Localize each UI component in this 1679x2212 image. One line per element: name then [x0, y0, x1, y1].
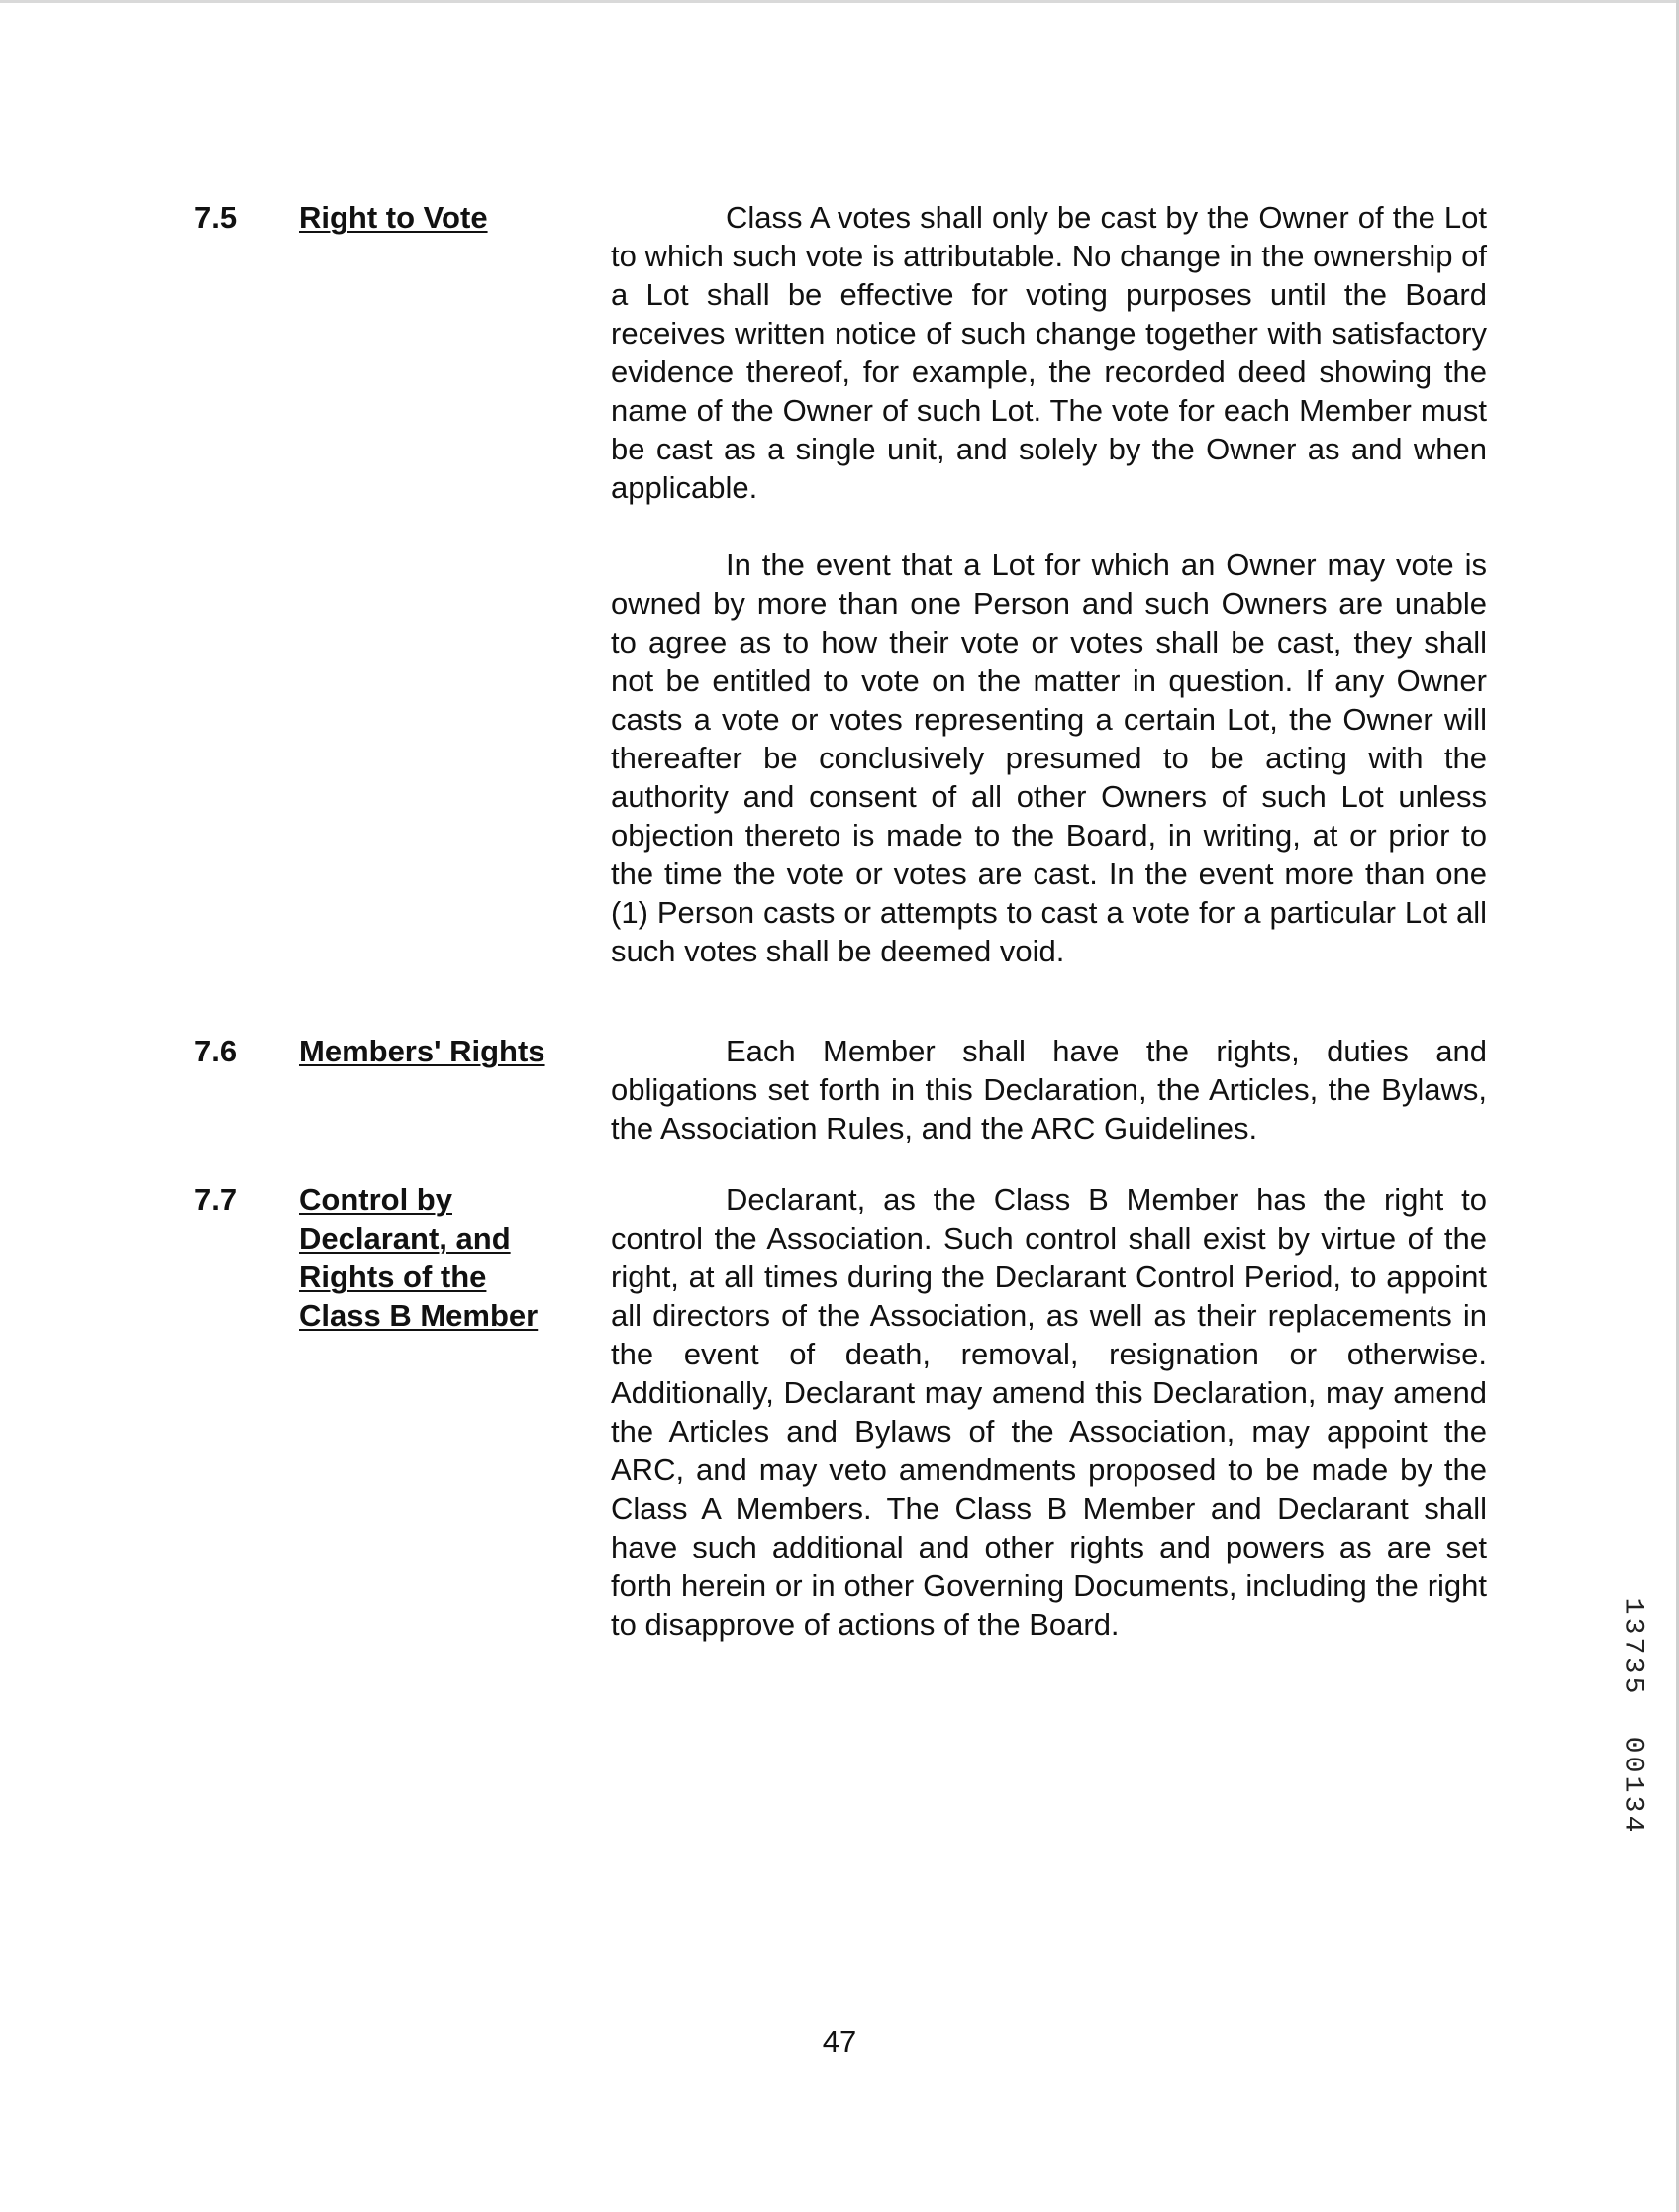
paragraph: Declarant, as the Class B Member has the right to control the Association. Such control shall exist by virtue of the right, at all times during the Declarant Control Period, to appoint all directors of the Association, as well as their replacements in the event of death, removal, resignation or otherwise. Additionally, Declarant may amend this Declaration, may amend the Articles and Bylaws of the Association, may appoint the ARC, and may veto amendments proposed to be made by the Class A Members. The Class B Member and Declarant shall have such additional and other rights and powers as are set forth herein or in other Governing Documents, including the right to disapprove of actions of the Board.	[611, 1182, 1487, 1642]
paragraph: Class A votes shall only be cast by the Owner of the Lot to which such vote is attributable. No change in the ownership of a Lot shall be effective for voting purposes until the Board receives written notice of such change together with satisfactory evidence thereof, for example, the recorded deed showing the name of the Owner of such Lot. The vote for each Member must be cast as a single unit, and solely by the Owner as and when applicable.	[611, 200, 1487, 505]
stamp-digit: 3	[1617, 1795, 1647, 1813]
section-heading	[299, 1180, 586, 1335]
section-body	[611, 198, 1487, 970]
stamp-digit: 4	[1617, 1815, 1647, 1833]
page-number: 47	[822, 2024, 857, 2059]
section-heading	[299, 198, 586, 237]
stamp-digit: 1	[1617, 1775, 1647, 1793]
stamp-book-number	[1612, 1596, 1651, 1695]
section-heading-line: Control by	[299, 1182, 452, 1217]
section-heading-line: Members' Rights	[299, 1034, 545, 1068]
stamp-digit: 5	[1617, 1676, 1647, 1694]
section-body	[611, 1180, 1487, 1644]
section-heading	[299, 1032, 586, 1070]
section-heading-line: Class B Member	[299, 1298, 539, 1333]
stamp-digit: 3	[1617, 1657, 1647, 1674]
section-number: 7.7	[194, 1182, 238, 1217]
section-number: 7.5	[194, 200, 238, 235]
section-number: 7.6	[194, 1034, 238, 1068]
stamp-digit: 3	[1617, 1617, 1647, 1635]
stamp-digit: 0	[1617, 1736, 1647, 1754]
top-scan-edge	[0, 0, 1679, 3]
stamp-digit: 0	[1617, 1756, 1647, 1773]
stamp-digit: 1	[1617, 1597, 1647, 1615]
recording-stamp	[1612, 1596, 1651, 1873]
paragraph: Each Member shall have the rights, duties and obligations set forth in this Declaration, the Articles, the Bylaws, the Association Rules, and the ARC Guidelines.	[611, 1034, 1487, 1146]
paragraph: In the event that a Lot for which an Owner may vote is owned by more than one Person and such Owners are unable to agree as to how their vote or votes shall be cast, they shall not be entitled to vote on the matter in question. If any Owner casts a vote or votes representing a certain Lot, the Owner will thereafter be conclusively presumed to be acting with the authority and consent of all other Owners of such Lot unless objection thereto is made to the Board, in writing, at or prior to the time the vote or votes are cast. In the event more than one (1) Person casts or attempts to cast a vote for a particular Lot all such votes shall be deemed void.	[611, 548, 1487, 968]
stamp-page-number	[1612, 1735, 1651, 1834]
section-heading-line: Declarant, and	[299, 1221, 511, 1256]
section-heading-line: Right to Vote	[299, 200, 488, 235]
section-heading-line: Rights of the	[299, 1259, 487, 1294]
section-body	[611, 1032, 1487, 1148]
stamp-digit: 7	[1617, 1637, 1647, 1655]
